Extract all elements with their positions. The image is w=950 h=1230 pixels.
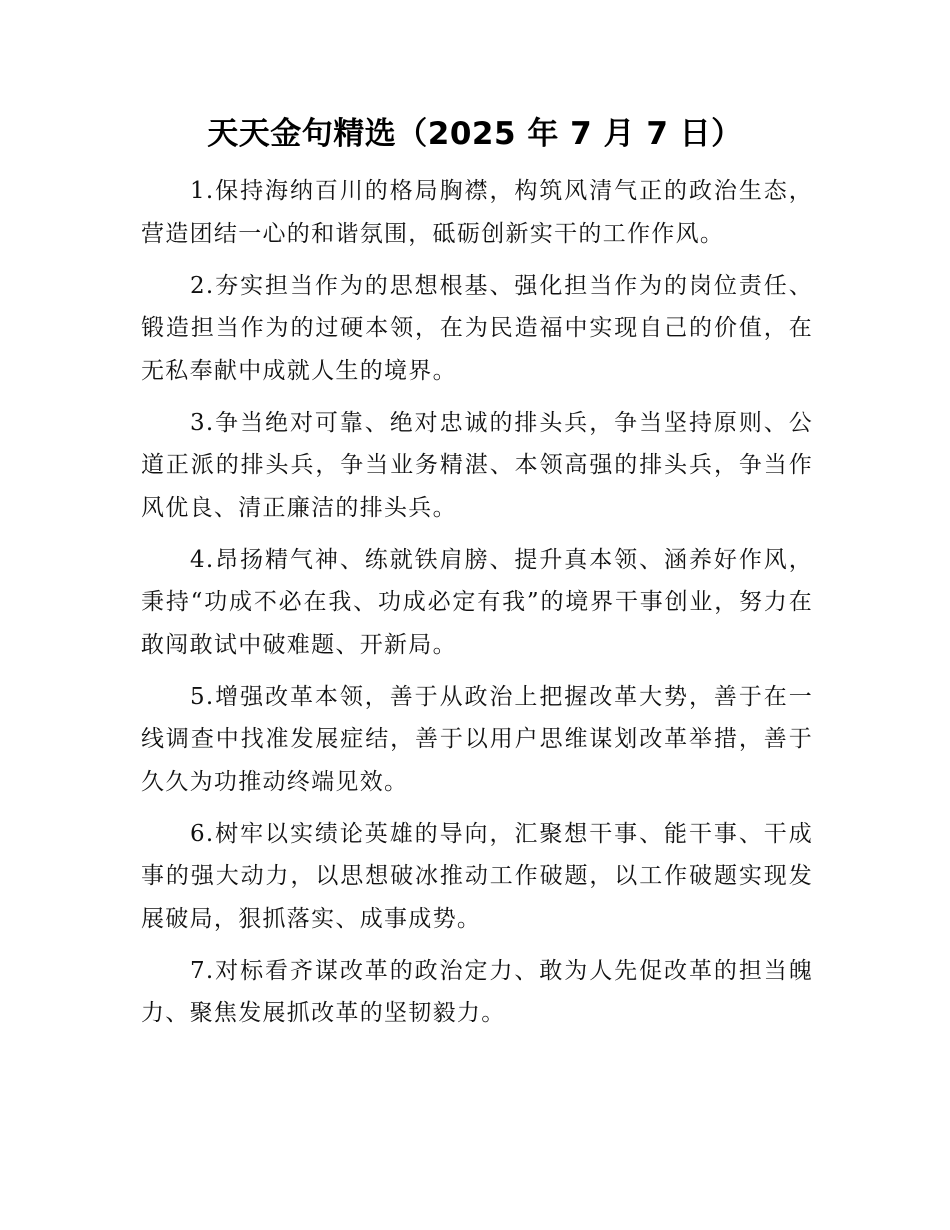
paragraph-2: 2.夯实担当作为的思想根基、强化担当作为的岗位责任、锻造担当作为的过硬本领，在为民造福中实现自己的价值，在无私奉献中成就人生的境界。 [141,272,813,384]
paragraph-6: 6.树牢以实绩论英雄的导向，汇聚想干事、能干事、干成事的强大动力，以思想破冰推动工作破题，以工作破题实现发展破局，狠抓落实、成事成势。 [141,820,813,932]
paragraph-5: 5.增强改革本领，善于从政治上把握改革大势，善于在一线调查中找准发展症结，善于以用户思维谋划改革举措，善于久久为功推动终端见效。 [141,683,813,795]
paragraph-1: 1.保持海纳百川的格局胸襟，构筑风清气正的政治生态，营造团结一心的和谐氛围，砥砺创新实干的工作作风。 [141,178,813,247]
paragraph-4: 4.昂扬精气神、练就铁肩膀、提升真本领、涵养好作风，秉持“功成不必在我、功成必定有我”的境界干事创业，努力在敢闯敢试中破难题、开新局。 [141,546,813,658]
document-body [141,170,813,1044]
paragraph-7: 7.对标看齐谋改革的政治定力、敢为人先促改革的担当魄力、聚焦发展抓改革的坚韧毅力。 [141,957,813,1026]
document-title: 天天金句精选（2025 年 7 月 7 日） [207,116,743,152]
paragraph-3: 3.争当绝对可靠、绝对忠诚的排头兵，争当坚持原则、公道正派的排头兵，争当业务精湛、本领高强的排头兵，争当作风优良、清正廉洁的排头兵。 [141,409,813,521]
